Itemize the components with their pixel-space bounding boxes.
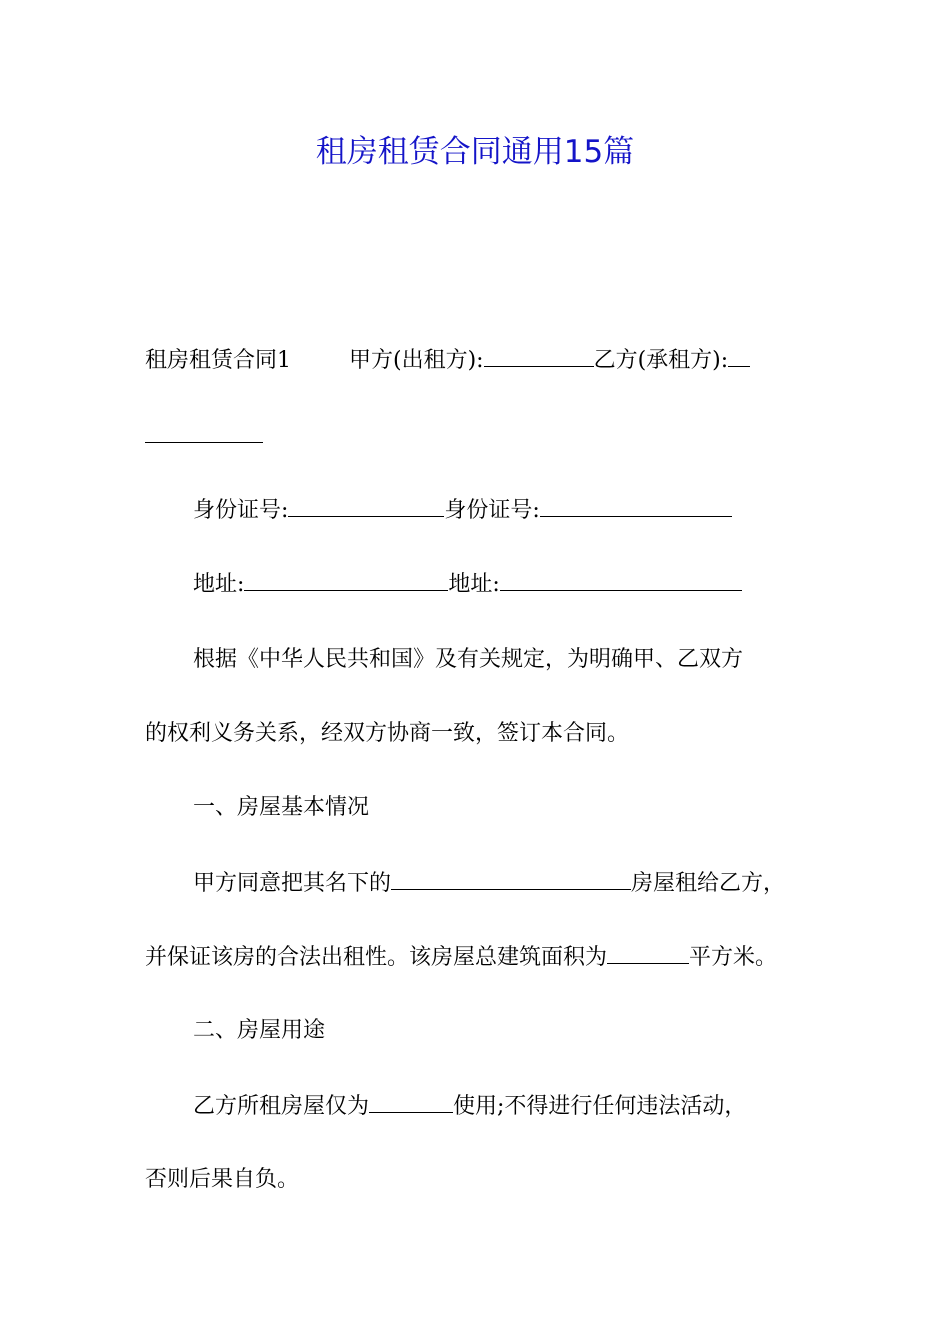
intro-line <box>145 344 750 377</box>
document-title: 租房租赁合同通用15篇 <box>315 134 635 170</box>
section-1-line-2-end: 平方米。 <box>689 945 778 970</box>
property-address-blank <box>391 867 631 890</box>
address-blank-a <box>244 568 448 591</box>
address-blank-b <box>500 568 742 591</box>
id-number-line <box>193 494 732 527</box>
contract-number-heading: 租房租赁合同1 <box>145 348 291 373</box>
section-1-line-1-start: 甲方同意把其名下的 <box>193 871 392 896</box>
id-label-a: 身份证号: <box>193 498 289 523</box>
section-2-line-1 <box>193 1090 746 1123</box>
section-2-line-2: 否则后果自负。 <box>145 1167 300 1192</box>
section-1-heading: 一、房屋基本情况 <box>193 795 370 820</box>
id-label-b: 身份证号: <box>444 498 540 523</box>
party-a-label: 甲方(出租方): <box>349 348 484 373</box>
section-2-line-1-start: 乙方所租房屋仅为 <box>193 1094 370 1119</box>
section-2-line-1-end: 使用;不得进行任何违法活动， <box>453 1094 747 1119</box>
section-1-line-1 <box>193 867 785 900</box>
party-b-blank-continued <box>145 420 263 443</box>
address-label-b: 地址: <box>448 572 500 597</box>
party-b-blank <box>728 344 750 367</box>
id-blank-a <box>288 494 444 517</box>
party-a-blank <box>484 344 594 367</box>
section-1-line-2-start: 并保证该房的合法出租性。该房屋总建筑面积为 <box>145 945 608 970</box>
section-1-line-2 <box>145 941 777 974</box>
intro-line-continuation <box>145 420 263 453</box>
address-line <box>193 568 742 601</box>
party-b-label: 乙方(承租方): <box>593 348 729 373</box>
section-1-line-1-end: 房屋租给乙方， <box>631 871 786 896</box>
address-label-a: 地址: <box>193 572 245 597</box>
usage-blank <box>369 1090 453 1113</box>
id-blank-b <box>540 494 732 517</box>
section-2-heading: 二、房屋用途 <box>193 1018 326 1043</box>
paragraph-1-line-2: 的权利义务关系，经双方协商一致，签订本合同。 <box>145 721 630 746</box>
paragraph-1-line-1: 根据《中华人民共和国》及有关规定，为明确甲、乙双方 <box>193 647 744 672</box>
area-blank <box>607 941 689 964</box>
